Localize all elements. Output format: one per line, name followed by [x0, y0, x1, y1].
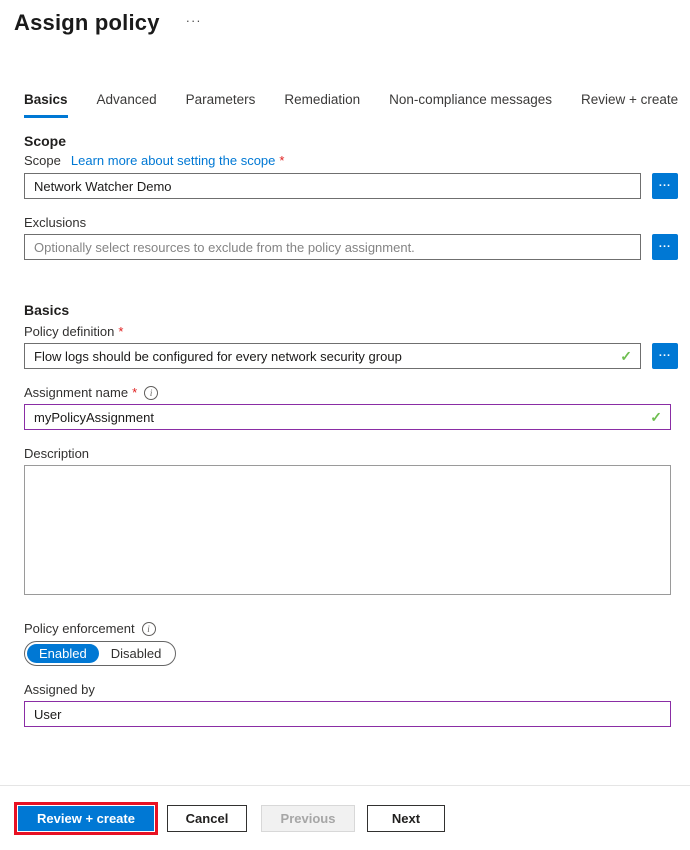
annotation-highlight: [14, 802, 158, 835]
assignment-name-field-row: [24, 404, 690, 430]
scope-input[interactable]: [24, 173, 641, 199]
learn-more-scope-link[interactable]: Learn more about setting the scope: [70, 153, 276, 168]
policy-definition-field-row: [24, 343, 690, 369]
policy-definition-label-row: [24, 324, 690, 339]
next-button[interactable]: Next: [367, 805, 445, 832]
description-label-text: Description: [24, 446, 90, 461]
scope-field-row: [24, 173, 690, 199]
scope-label: Scope: [24, 153, 61, 168]
info-icon[interactable]: i: [142, 622, 156, 636]
review-create-button[interactable]: Review + create: [18, 806, 154, 831]
policy-enforcement-label-row: [24, 621, 690, 636]
basics-section-heading: Basics: [24, 302, 70, 318]
assignment-name-input[interactable]: [24, 404, 671, 430]
valid-check-icon: ✓: [650, 409, 662, 425]
tab-review-create[interactable]: Review + create: [581, 92, 679, 107]
previous-button[interactable]: Previous: [261, 805, 355, 832]
required-asterisk: *: [279, 153, 285, 168]
assigned-by-label: [24, 682, 690, 697]
description-label: [24, 446, 690, 461]
tab-remediation[interactable]: Remediation: [284, 92, 361, 107]
policy-definition-label: Policy definition: [24, 324, 115, 339]
cancel-button[interactable]: Cancel: [167, 805, 247, 832]
assignment-name-label-row: [24, 385, 690, 400]
footer-action-bar: [14, 802, 445, 835]
tab-non-compliance-messages[interactable]: Non-compliance messages: [389, 92, 552, 107]
required-asterisk: *: [132, 385, 138, 400]
policy-enforcement-label: Policy enforcement: [24, 621, 135, 636]
exclusions-field-row: [24, 234, 690, 260]
assigned-by-label-text: Assigned by: [24, 682, 95, 697]
assigned-by-input[interactable]: [24, 701, 671, 727]
enforcement-option-disabled[interactable]: Disabled: [110, 646, 162, 661]
exclusions-input[interactable]: [24, 234, 641, 260]
tab-advanced[interactable]: Advanced: [96, 92, 157, 107]
more-options-icon[interactable]: ···: [185, 13, 202, 28]
exclusions-label-text: Exclusions: [24, 215, 87, 230]
description-textarea[interactable]: [24, 465, 671, 595]
policy-definition-input[interactable]: [24, 343, 641, 369]
scope-field-label-row: [24, 153, 690, 168]
tab-basics[interactable]: Basics: [24, 92, 68, 118]
exclusions-label: [24, 215, 690, 230]
footer-divider: [0, 785, 690, 786]
policy-definition-browse-button[interactable]: ...: [652, 343, 678, 369]
enforcement-option-enabled[interactable]: Enabled: [27, 644, 99, 663]
exclusions-browse-button[interactable]: ...: [652, 234, 678, 260]
tab-parameters[interactable]: Parameters: [185, 92, 256, 107]
page-header: [0, 0, 690, 36]
assigned-by-field-row: [24, 701, 690, 727]
assignment-name-label: Assignment name: [24, 385, 129, 400]
policy-enforcement-toggle: [24, 641, 176, 666]
scope-section-heading: Scope: [24, 133, 67, 149]
info-icon[interactable]: i: [144, 386, 158, 400]
wizard-tabs: [24, 92, 690, 118]
required-asterisk: *: [118, 324, 124, 339]
page-title: Assign policy: [14, 10, 160, 35]
valid-check-icon: ✓: [620, 348, 632, 364]
scope-browse-button[interactable]: ...: [652, 173, 678, 199]
